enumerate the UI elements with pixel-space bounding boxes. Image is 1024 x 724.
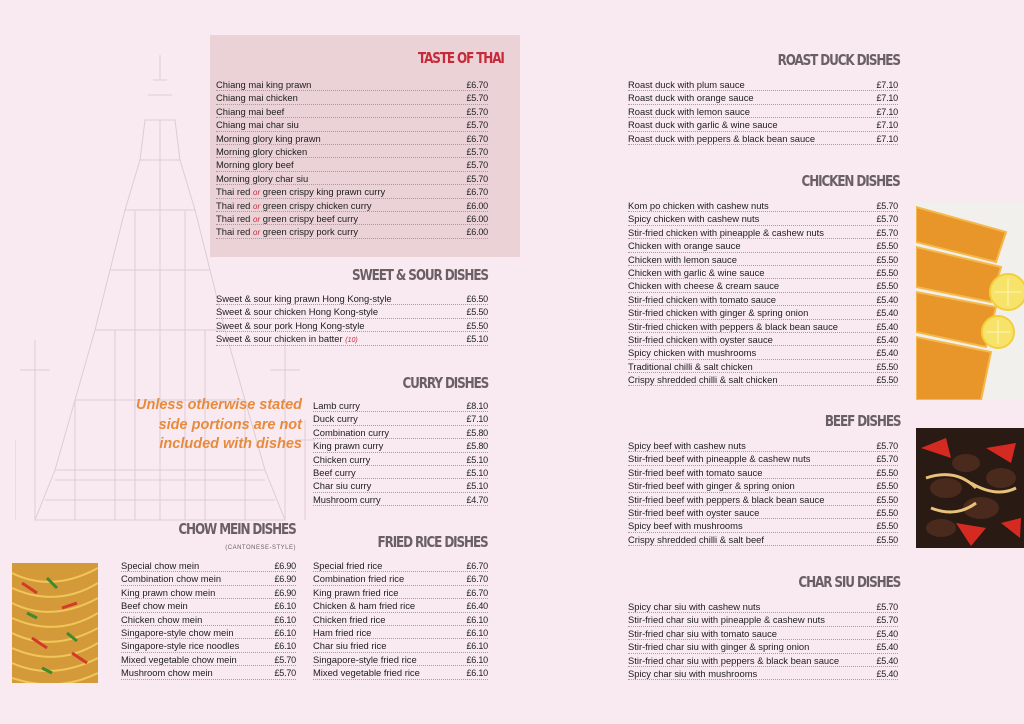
menu-item: Beef chow mein £6.10 (121, 600, 296, 612)
menu-item: Special fried rice £6.70 (313, 560, 488, 571)
menu-item: Spicy chicken with mushrooms £5.40 (628, 347, 898, 359)
menu-item: Singapore-style rice noodles £6.10 (121, 640, 296, 652)
menu-item: Roast duck with orange sauce £7.10 (628, 92, 898, 104)
menu-item: Chicken chow mein £6.10 (121, 613, 296, 625)
menu-item: Chicken with orange sauce £5.50 (628, 240, 898, 252)
chow-mein-list (121, 559, 296, 680)
menu-item: Sweet & sour chicken in batter (10) £5.10 (216, 333, 488, 345)
menu-item: Sweet & sour pork Hong Kong-style £5.50 (216, 319, 488, 331)
menu-item: Morning glory beef £5.70 (216, 159, 488, 171)
menu-item: Kom po chicken with cashew nuts £5.70 (628, 200, 898, 211)
menu-item: Crispy shredded chilli & salt beef £5.50 (628, 533, 898, 545)
menu-item: Roast duck with peppers & black bean sauce £7.10 (628, 132, 898, 144)
menu-item: Special chow mein £6.90 (121, 560, 296, 571)
menu-item: Chicken & ham fried rice £6.40 (313, 600, 488, 612)
menu-item: Morning glory char siu £5.70 (216, 172, 488, 184)
menu-item: Crispy shredded chilli & salt chicken £5.50 (628, 374, 898, 386)
menu-item: Stir-fried char siu with pineapple & cashew nuts £5.70 (628, 614, 898, 626)
chow-mein-title: CHOW MEIN DISHES (178, 520, 296, 538)
menu-item: Traditional chilli & salt chicken £5.50 (628, 360, 898, 372)
menu-item: Mixed vegetable chow mein £5.70 (121, 653, 296, 665)
curry-title: CURRY DISHES (402, 374, 488, 392)
menu-item: Char siu curry £5.10 (313, 480, 488, 492)
taste-of-thai-list (216, 78, 488, 239)
menu-item: Stir-fried chicken with oyster sauce £5.40 (628, 333, 898, 345)
menu-item: King prawn curry £5.80 (313, 440, 488, 452)
menu-item: Stir-fried chicken with pineapple & cashew nuts £5.70 (628, 226, 898, 238)
menu-item: Sweet & sour chicken Hong Kong-style £5.50 (216, 306, 488, 318)
menu-item: Roast duck with lemon sauce £7.10 (628, 105, 898, 117)
menu-item: Sweet & sour king prawn Hong Kong-style £6.50 (216, 293, 488, 304)
menu-item: Thai red or green crispy beef curry £6.00 (216, 212, 488, 224)
menu-item: Stir-fried chicken with ginger & spring onion £5.40 (628, 307, 898, 319)
menu-item: King prawn fried rice £6.70 (313, 586, 488, 598)
menu-item: Lamb curry £8.10 (313, 400, 488, 411)
menu-item: Chiang mai chicken £5.70 (216, 92, 488, 104)
menu-item: Roast duck with garlic & wine sauce £7.10 (628, 119, 898, 131)
menu-item: Stir-fried chicken with peppers & black bean sauce £5.40 (628, 320, 898, 332)
menu-item: Stir-fried beef with ginger & spring onion £5.50 (628, 480, 898, 492)
menu-item: Stir-fried beef with peppers & black bean sauce £5.50 (628, 493, 898, 505)
menu-item: Mushroom chow mein £5.70 (121, 667, 296, 679)
beef-photo (916, 428, 1024, 548)
sweet-sour-title: SWEET & SOUR DISHES (352, 266, 488, 284)
menu-item: Stir-fried chicken with tomato sauce £5.40 (628, 293, 898, 305)
menu-item: Combination chow mein £6.90 (121, 573, 296, 585)
menu-item: Stir-fried char siu with peppers & black bean sauce £5.40 (628, 654, 898, 666)
char-siu-title: CHAR SIU DISHES (798, 573, 900, 591)
menu-item: Singapore-style chow mein £6.10 (121, 626, 296, 638)
menu-item: Spicy beef with mushrooms £5.50 (628, 520, 898, 532)
roast-duck-title: ROAST DUCK DISHES (777, 51, 900, 69)
beef-title: BEEF DISHES (824, 412, 900, 430)
menu-item: Morning glory chicken £5.70 (216, 145, 488, 157)
chow-mein-photo (12, 563, 98, 683)
menu-item: Chicken curry £5.10 (313, 453, 488, 465)
menu-item: Singapore-style fried rice £6.10 (313, 653, 488, 665)
chicken-list (628, 199, 898, 386)
menu-item: Ham fried rice £6.10 (313, 626, 488, 638)
chicken-title: CHICKEN DISHES (801, 172, 900, 190)
menu-item: Beef curry £5.10 (313, 466, 488, 478)
menu-item: Chicken with cheese & cream sauce £5.50 (628, 280, 898, 292)
menu-item: Stir-fried char siu with ginger & spring onion £5.40 (628, 641, 898, 653)
menu-item: Thai red or green crispy king prawn curry £6.70 (216, 186, 488, 198)
menu-item: Spicy char siu with mushrooms £5.40 (628, 667, 898, 679)
menu-item: King prawn chow mein £6.90 (121, 586, 296, 598)
beef-list (628, 439, 898, 546)
menu-item: Stir-fried char siu with tomato sauce £5.40 (628, 627, 898, 639)
taste-of-thai-title: TASTE OF THAI (418, 49, 504, 67)
note-line: Unless otherwise stated (136, 397, 302, 413)
chow-mein-subtitle: (CANTONESE-STYLE) (225, 545, 296, 551)
menu-item: Spicy chicken with cashew nuts £5.70 (628, 213, 898, 225)
menu-item: Spicy char siu with cashew nuts £5.70 (628, 601, 898, 612)
menu-item: Combination fried rice £6.70 (313, 573, 488, 585)
menu-item: Stir-fried beef with pineapple & cashew nuts £5.70 (628, 453, 898, 465)
menu-item: Mixed vegetable fried rice £6.10 (313, 667, 488, 679)
sweet-sour-list (216, 292, 488, 346)
menu-item: Chicken fried rice £6.10 (313, 613, 488, 625)
char-siu-list (628, 600, 898, 680)
lemon-chicken-photo (916, 202, 1024, 400)
menu-item: Thai red or green crispy pork curry £6.00 (216, 226, 488, 238)
curry-list (313, 399, 488, 506)
menu-item: Chiang mai beef £5.70 (216, 105, 488, 117)
menu-item: Chicken with garlic & wine sauce £5.50 (628, 266, 898, 278)
menu-item: Mushroom curry £4.70 (313, 493, 488, 505)
menu-item: Chiang mai king prawn £6.70 (216, 79, 488, 90)
menu-item: Char siu fried rice £6.10 (313, 640, 488, 652)
menu-item: Spicy beef with cashew nuts £5.70 (628, 440, 898, 451)
menu-item: Chiang mai char siu £5.70 (216, 119, 488, 131)
menu-item: Stir-fried beef with tomato sauce £5.50 (628, 466, 898, 478)
menu-item: Duck curry £7.10 (313, 413, 488, 425)
menu-item: Morning glory king prawn £6.70 (216, 132, 488, 144)
note-line: side portions are not (158, 416, 302, 433)
side-portions-note (112, 396, 302, 455)
note-line: included with dishes (159, 436, 302, 452)
menu-item: Combination curry £5.80 (313, 426, 488, 438)
menu-item: Chicken with lemon sauce £5.50 (628, 253, 898, 265)
fried-rice-title: FRIED RICE DISHES (377, 533, 488, 551)
roast-duck-list (628, 78, 898, 145)
fried-rice-list (313, 559, 488, 680)
menu-item: Roast duck with plum sauce £7.10 (628, 79, 898, 90)
menu-item: Stir-fried beef with oyster sauce £5.50 (628, 506, 898, 518)
menu-item: Thai red or green crispy chicken curry £6.00 (216, 199, 488, 211)
